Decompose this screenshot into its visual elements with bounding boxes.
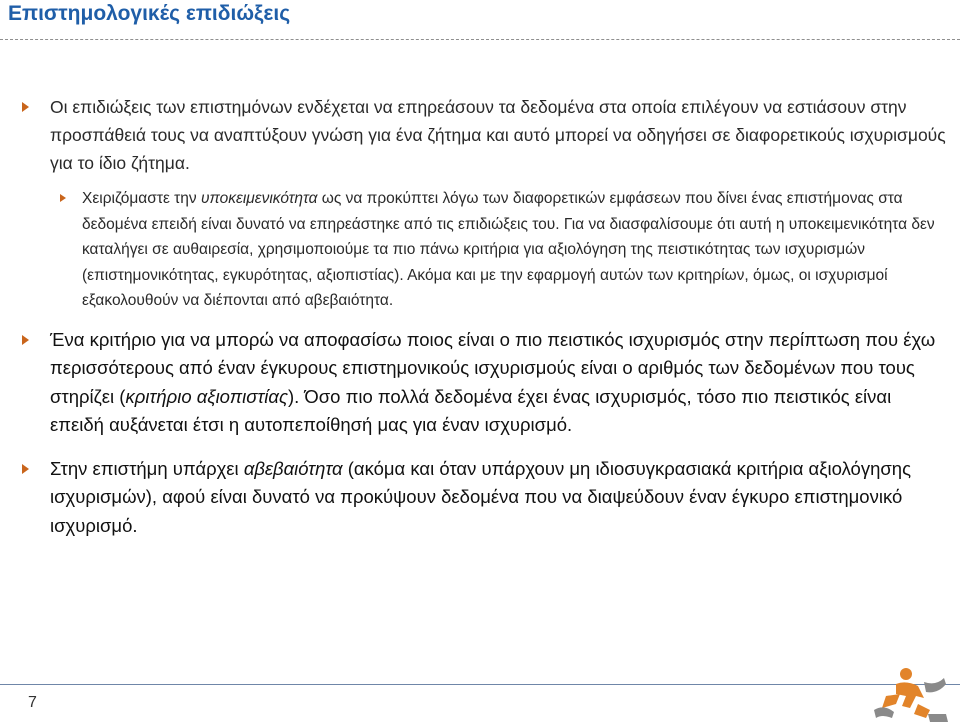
bullet-2 (22, 326, 947, 440)
page-number: 7 (28, 694, 37, 711)
bullet-3-emphasis: αβεβαιότητα (243, 457, 343, 479)
slide-title: Επιστημολογικές επιδιώξεις (8, 2, 291, 25)
bullet-arrow-icon (60, 194, 66, 202)
sub-bullet-1 (60, 186, 947, 314)
bullet-arrow-icon (22, 464, 29, 474)
bullet-arrow-icon (22, 335, 29, 345)
sub-bullet-text-end: ως να προκύπτει λόγω των διαφορετικών εμφάσεων που δίνει ένας επιστήμονας στα δεδομένα επειδή είναι δυνατό να επηρεάστηκε από τις επιδιώξεις του. Για να διασφαλίσουμε ότι αυτή η υποκειμενικότητα δεν καταλήγει σε αυθαιρεσία, χρησιμοποιούμε τα πιο πάνω κριτήρια για αξιολόγηση της πειστικότητας των ισχυρισμών (επιστημονικότητας, εγκυρότητας, αξιοπιστίας). Ακόμα και με την εφαρμογή αυτών των κριτηρίων, όμως, οι ισχυρισμοί εξακολουθούν να διέπονται από αβεβαιότητα. (82, 190, 935, 309)
title-divider (0, 39, 960, 40)
sub-bullet-text (82, 190, 935, 309)
bullet-2-text-start: Ένα κριτήριο για να μπορώ να αποφασίσω ποιος είναι ο πιο πειστικός ισχυρισμός στην περίπτωση που έχω περισσότερους από έναν έγκυρους επιστημονικούς ισχυρισμούς είναι ο αριθμός των δεδομένων που τους στηρίζει ( (50, 328, 936, 407)
bullet-arrow-icon (22, 102, 29, 112)
bullet-1-text: Οι επιδιώξεις των επιστημόνων ενδέχεται να επηρεάσουν τα δεδομένα στα οποία επιλέγουν να εστιάσουν στην προσπάθειά τους να αναπτύξουν γνώση για ένα ζήτημα και αυτό μπορεί να οδηγήσει σε διαφορετικούς ισχυρισμούς για το ίδιο ζήτημα. (50, 97, 946, 173)
sub-bullet-text-start: Χειριζόμαστε την (82, 190, 201, 207)
bullet-3-text-end: (ακόμα και όταν υπάρχουν μη ιδιοσυγκρασιακά κριτήρια αξιολόγησης ισχυρισμών), αφού είναι δυνατό να προκύψουν δεδομένα που να διαψεύδουν έναν έγκυρο επιστημονικό ισχυρισμό. (50, 457, 911, 536)
bullet-1 (22, 93, 947, 177)
bullet-2-text-end: ). Όσο πιο πολλά δεδομένα έχει ένας ισχυρισμός, τόσο πιο πειστικός είναι επειδή αυξάνεται έτσι η αυτοπεποίθησή μας για έναν ισχυρισμό. (50, 385, 892, 435)
bullet-3 (22, 455, 947, 541)
bullet-2-emphasis: κριτήριο αξιοπιστίας (125, 385, 288, 407)
bullet-2-text (50, 329, 935, 436)
bullet-3-text (50, 458, 911, 536)
footer-divider (0, 684, 960, 685)
slide-content (22, 93, 947, 540)
bullet-3-text-start: Στην επιστήμη υπάρχει (50, 457, 244, 479)
sub-bullet-emphasis: υποκειμενικότητα (200, 190, 318, 207)
institution-logo-icon (866, 664, 952, 726)
